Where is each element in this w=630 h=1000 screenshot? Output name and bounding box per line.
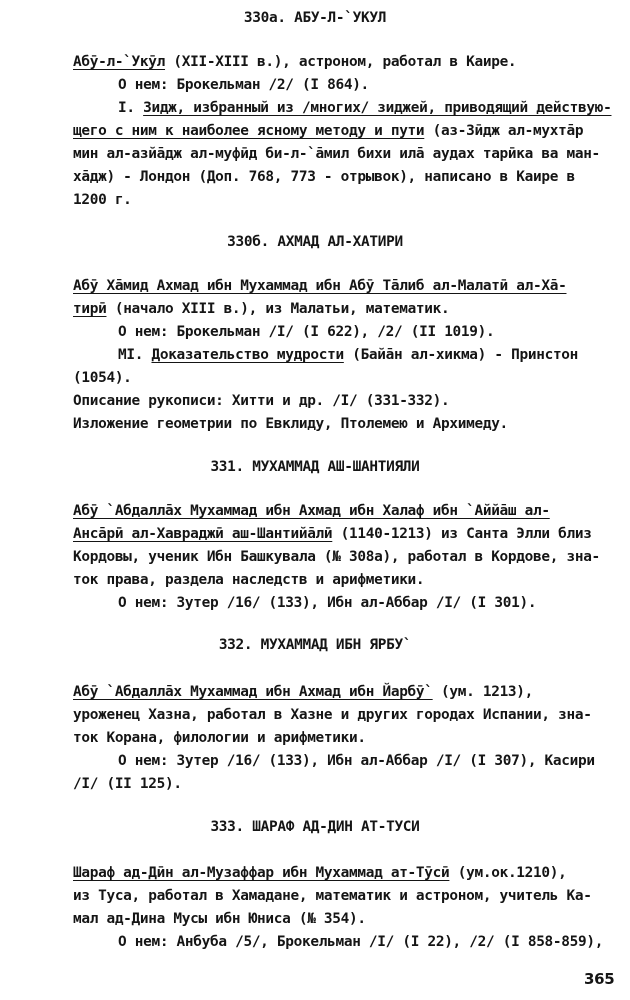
text-line: Абӯ Хāмид Ахмад ибн Мухаммад ибн Абӯ Тāлиб ал-Малатӣ ал-Хā- (73, 278, 567, 294)
text-line: Кордовы, ученик Ибн Башкувала (№ 308а), работал в Кордове, зна- (73, 549, 600, 565)
text-line: Шараф ад-Дӣн ал-Музаффар ибн Мухаммад ат-Тӯсӣ (ум.ок.1210), (73, 865, 567, 881)
text-line: ток Корана, филологии и арифметики. (73, 730, 366, 746)
text-line: мин ал-азйāдж ал-муфӣд би-л-`āмил бихи илā аудах тарӣка ва ман- (73, 146, 600, 162)
text-line: О нем: Анбуба /5/, Брокельман /I/ (I 22), /2/ (I 858-859), (118, 934, 604, 950)
entry-heading: 330б. АХМАД АЛ-ХАТИРИ (227, 234, 403, 250)
text-line: Описание рукописи: Хитти и др. /I/ (331-332). (73, 393, 450, 409)
text-line: тирӣ (начало XIII в.), из Малатьи, математик. (73, 301, 450, 317)
text-line: Абӯ `Абдаллāх Мухаммад ибн Ахмад ибн Халаф ибн `Аййāш ал- (73, 503, 550, 519)
entry-heading: 333. ШАРАФ АД-ДИН АТ-ТУСИ (210, 819, 420, 835)
text-line: Изложение геометрии по Евклиду, Птолемею и Архимеду. (73, 416, 508, 432)
text-line: (1054). (73, 370, 132, 386)
text-line: I. Зидж, избранный из /многих/ зиджей, приводящий действую- (118, 100, 612, 116)
text-line: MI. Доказательство мудрости (Байāн ал-хикма) - Принстон (118, 347, 579, 363)
entry-heading: 331. МУХАММАД АШ-ШАНТИЯЛИ (210, 459, 420, 475)
text-line: Абӯ `Абдаллāх Мухаммад ибн Ахмад ибн Йарбӯ` (ум. 1213), (73, 684, 534, 700)
text-line: ток права, раздела наследств и арифметики. (73, 572, 425, 588)
entry-heading: 332. МУХАММАД ИБН ЯРБУ` (218, 637, 412, 653)
entry-heading: 330а. АБУ-Л-`УКУЛ (243, 10, 387, 26)
text-line: Ансāрӣ ал-Хавраджӣ аш-Шантийāлӣ (1140-1213) из Санта Элли близ (73, 526, 592, 542)
text-line: 1200 г. (73, 192, 132, 208)
text-line: уроженец Хазна, работал в Хазне и других городах Испании, зна- (73, 707, 592, 723)
text-line: О нем: Брокельман /2/ (I 864). (118, 77, 369, 93)
text-line: хāдж) - Лондон (Доп. 768, 773 - отрывок), написано в Каире в (73, 169, 575, 185)
text-line: О нем: Зутер /16/ (133), Ибн ал-Аббар /I/ (I 301). (118, 595, 537, 611)
text-line: О нем: Зутер /16/ (133), Ибн ал-Аббар /I/ (I 307), Касири (118, 753, 595, 769)
text-line: /I/ (II 125). (73, 776, 182, 792)
text-line: Абӯ-л-`Укӯл (XII-XIII в.), астроном, работал в Каире. (73, 54, 517, 70)
text-line: щего с ним к наиболее ясному методу и пути (аз-Зӣдж ал-мухтāр (73, 123, 584, 139)
text-line: О нем: Брокельман /I/ (I 622), /2/ (II 1019). (118, 324, 495, 340)
page-number: 365 (584, 970, 615, 988)
text-line: мал ад-Дина Мусы ибн Юниса (№ 354). (73, 911, 366, 927)
text-line: из Туса, работал в Хамадане, математик и астроном, учитель Ка- (73, 888, 592, 904)
